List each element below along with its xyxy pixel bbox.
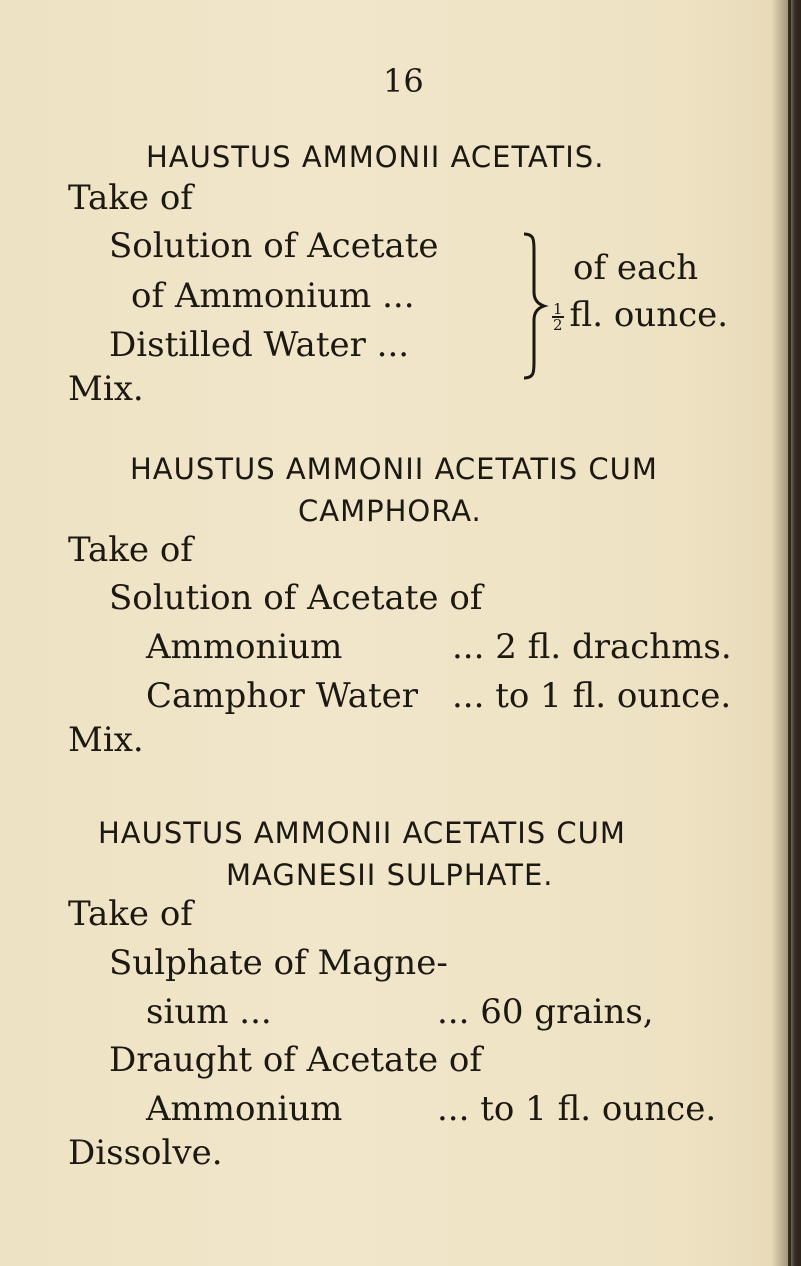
recipe-3-ingredient-4-amount: ... to 1 fl. ounce. [437,1089,717,1129]
half-fraction: $\frac{1}{2}$ [553,300,563,334]
recipe-1-ingredient-line-1: Solution of Acetate [109,226,439,266]
recipe-1-instruction: Mix. [68,369,144,409]
recipe-3-ingredient-1-name: Sulphate of Magne- [109,943,448,983]
recipe-2-title-line-1: HAUSTUS AMMONII ACETATIS CUM [130,452,658,486]
recipe-2-take-label: Take of [68,530,193,570]
recipe-2-instruction: Mix. [68,720,144,760]
recipe-2-ingredient-2-name: Ammonium [146,627,343,667]
recipe-3-ingredient-2-name: sium ... [146,992,272,1032]
recipe-2-ingredient-3-amount: ... to 1 fl. ounce. [452,676,732,716]
page-edge-shadow [771,0,801,1266]
page-number: 16 [383,62,424,100]
recipe-1-quantity-line-1: of each [573,248,699,288]
recipe-1-quantity-line-2: $\frac{1}{2}$ fl. ounce. [553,295,729,335]
recipe-1-brace [518,230,550,382]
page-edge-line [788,0,791,1266]
recipe-3-ingredient-3-name: Draught of Acetate of [109,1040,482,1080]
recipe-3-instruction: Dissolve. [68,1133,223,1173]
recipe-2-ingredient-2-amount: ... 2 fl. drachms. [452,627,732,667]
recipe-3-title-line-2: MAGNESII SULPHATE. [226,858,554,892]
recipe-1-ingredient-line-3: Distilled Water ... [109,325,410,365]
recipe-3-title-line-1: HAUSTUS AMMONII ACETATIS CUM [98,816,626,850]
recipe-1-ingredient-line-2: of Ammonium ... [131,276,415,316]
recipe-2-title-line-2: CAMPHORA. [298,494,482,528]
recipe-3-take-label: Take of [68,894,193,934]
recipe-3-ingredient-4-name: Ammonium [146,1089,343,1129]
recipe-2-ingredient-3-name: Camphor Water [146,676,419,716]
recipe-3-ingredient-2-amount: ... 60 grains, [437,992,654,1032]
recipe-2-ingredient-1-name: Solution of Acetate of [109,578,483,618]
recipe-1-title: HAUSTUS AMMONII ACETATIS. [146,140,605,174]
recipe-1-take-label: Take of [68,178,193,218]
